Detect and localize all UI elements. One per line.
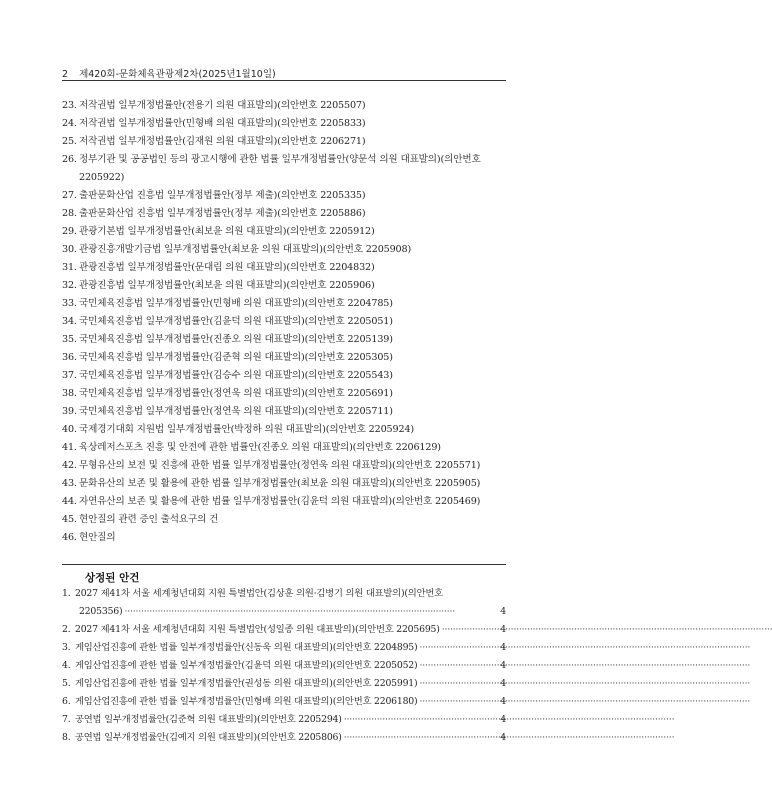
bill-index-item: 8. 공연법 일부개정법률안(김예지 의원 대표발의)(의안번호 2205806) ····· 4 [62,729,506,747]
agenda-item: 43. 문화유산의 보존 및 활용에 관한 법률 일부개정법률안(최보윤 의원 대표발의)(의안번호 2205905) [62,478,481,489]
leader-dots [419,639,498,657]
agenda-item: 35. 국민체육진흥법 일부개정법률안(진종오 의원 대표발의)(의안번호 2205139) [62,334,393,345]
header-divider [62,80,506,81]
agenda-item: 32. 관광진흥법 일부개정법률안(최보윤 의원 대표발의)(의안번호 2205906) [62,280,375,291]
agenda-item: 25. 저작권법 일부개정법률안(김재원 의원 대표발의)(의안번호 2206271) [62,136,366,147]
leader-dots [344,729,499,747]
bill-index-item: 6. 게임산업진흥에 관한 법률 일부개정법률안(민형배 의원 대표발의)(의안번호 2206180) ····· 4 [62,693,506,711]
agenda-item: 28. 출판문화산업 진흥법 일부개정법률안(정부 제출)(의안번호 2205886) [62,208,366,219]
leader-dots [442,621,499,639]
page-ref: 4 [500,696,506,707]
page-number: 2 [62,69,69,80]
bill-index-item: 2. 2027 제41차 서울 세계청년대회 지원 특별법안(성일종 의원 대표발의)(의안번호 2205695) ····· 4 [62,621,506,639]
agenda-item: 40. 국제경기대회 지원법 일부개정법률안(박정하 의원 대표발의)(의안번호 2205924) [62,424,414,435]
bill-index-item: 3. 게임산업진흥에 관한 법률 일부개정법률안(신동욱 의원 대표발의)(의안번호 2204895) ····· 4 [62,639,506,657]
page-ref: 4 [500,660,506,671]
agenda-list [62,97,508,547]
agenda-item: 37. 국민체육진흥법 일부개정법률안(김승수 의원 대표발의)(의안번호 2205543) [62,370,393,381]
agenda-item: 34. 국민체육진흥법 일부개정법률안(김윤덕 의원 대표발의)(의안번호 2205051) [62,316,393,327]
bill-index-item: 5. 게임산업진흥에 관한 법률 일부개정법률안(권성동 의원 대표발의)(의안번호 2205991) ····· 4 [62,675,506,693]
agenda-item: 29. 관광기본법 일부개정법률안(최보윤 의원 대표발의)(의안번호 2205912) [62,226,375,237]
bill-index-item: 1. 2027 제41차 서울 세계청년대회 지원 특별법안(김상훈 의원·김병기 의원 대표발의)(의안번호 2205356) ····· 4 [62,585,506,621]
page-ref: 4 [500,732,506,743]
page-ref: 4 [500,714,506,725]
page-ref: 4 [500,624,506,635]
leader-dots [344,711,499,729]
agenda-item: 39. 국민체육진흥법 일부개정법률안(정연욱 의원 대표발의)(의안번호 2205711) [62,406,393,417]
agenda-item: 38. 국민체육진흥법 일부개정법률안(정연욱 의원 대표발의)(의안번호 2205691) [62,388,393,399]
agenda-item: 33. 국민체육진흥법 일부개정법률안(민형배 의원 대표발의)(의안번호 2204785) [62,298,393,309]
agenda-item: 41. 육상레저스포츠 진흥 및 안전에 관한 법률안(진종오 의원 대표발의)(의안번호 2206129) [62,442,441,453]
agenda-item: 46. 현안질의 [62,532,116,543]
bill-index-item: 4. 게임산업진흥에 관한 법률 일부개정법률안(김윤덕 의원 대표발의)(의안번호 2205052) ····· 4 [62,657,506,675]
page-ref: 4 [500,678,506,689]
page-ref: 4 [500,606,506,617]
section-divider [62,564,506,565]
agenda-item: 23. 저작권법 일부개정법률안(전용기 의원 대표발의)(의안번호 2205507) [62,100,366,111]
page-ref: 4 [500,642,506,653]
header-title: 제420회-문화체육관광제2차(2025년1월10일) [79,69,276,80]
agenda-item: 42. 무형유산의 보전 및 진흥에 관한 법률 일부개정법률안(정연욱 의원 대표발의)(의안번호 2205571) [62,460,481,471]
agenda-item: 45. 현안질의 관련 증인 출석요구의 건 [62,514,219,525]
leader-dots [419,675,498,693]
agenda-item: 27. 출판문화산업 진흥법 일부개정법률안(정부 제출)(의안번호 2205335) [62,190,366,201]
agenda-item: 26. 정부기관 및 공공법인 등의 광고시행에 관한 법률 일부개정법률안(양문석 의원 대표발의)(의안번호 2205922) [62,154,481,183]
bill-index-list [62,585,506,747]
leader-dots [419,693,498,711]
bill-index-item: 7. 공연법 일부개정법률안(김준혁 의원 대표발의)(의안번호 2205294) ····· 4 [62,711,506,729]
page-header [62,66,276,80]
agenda-item: 31. 관광진흥법 일부개정법률안(문대림 의원 대표발의)(의안번호 2204832) [62,262,375,273]
agenda-item: 24. 저작권법 일부개정법률안(민형배 의원 대표발의)(의안번호 2205833) [62,118,366,129]
leader-dots [124,603,498,621]
leader-dots [419,657,498,675]
section-title: 상정된 안건 [85,572,140,584]
agenda-item: 36. 국민체육진흥법 일부개정법률안(김준혁 의원 대표발의)(의안번호 2205305) [62,352,393,363]
agenda-item: 30. 관광진흥개발기금법 일부개정법률안(최보윤 의원 대표발의)(의안번호 2205908) [62,244,412,255]
agenda-item: 44. 자연유산의 보존 및 활용에 관한 법률 일부개정법률안(김윤덕 의원 대표발의)(의안번호 2205469) [62,496,481,507]
